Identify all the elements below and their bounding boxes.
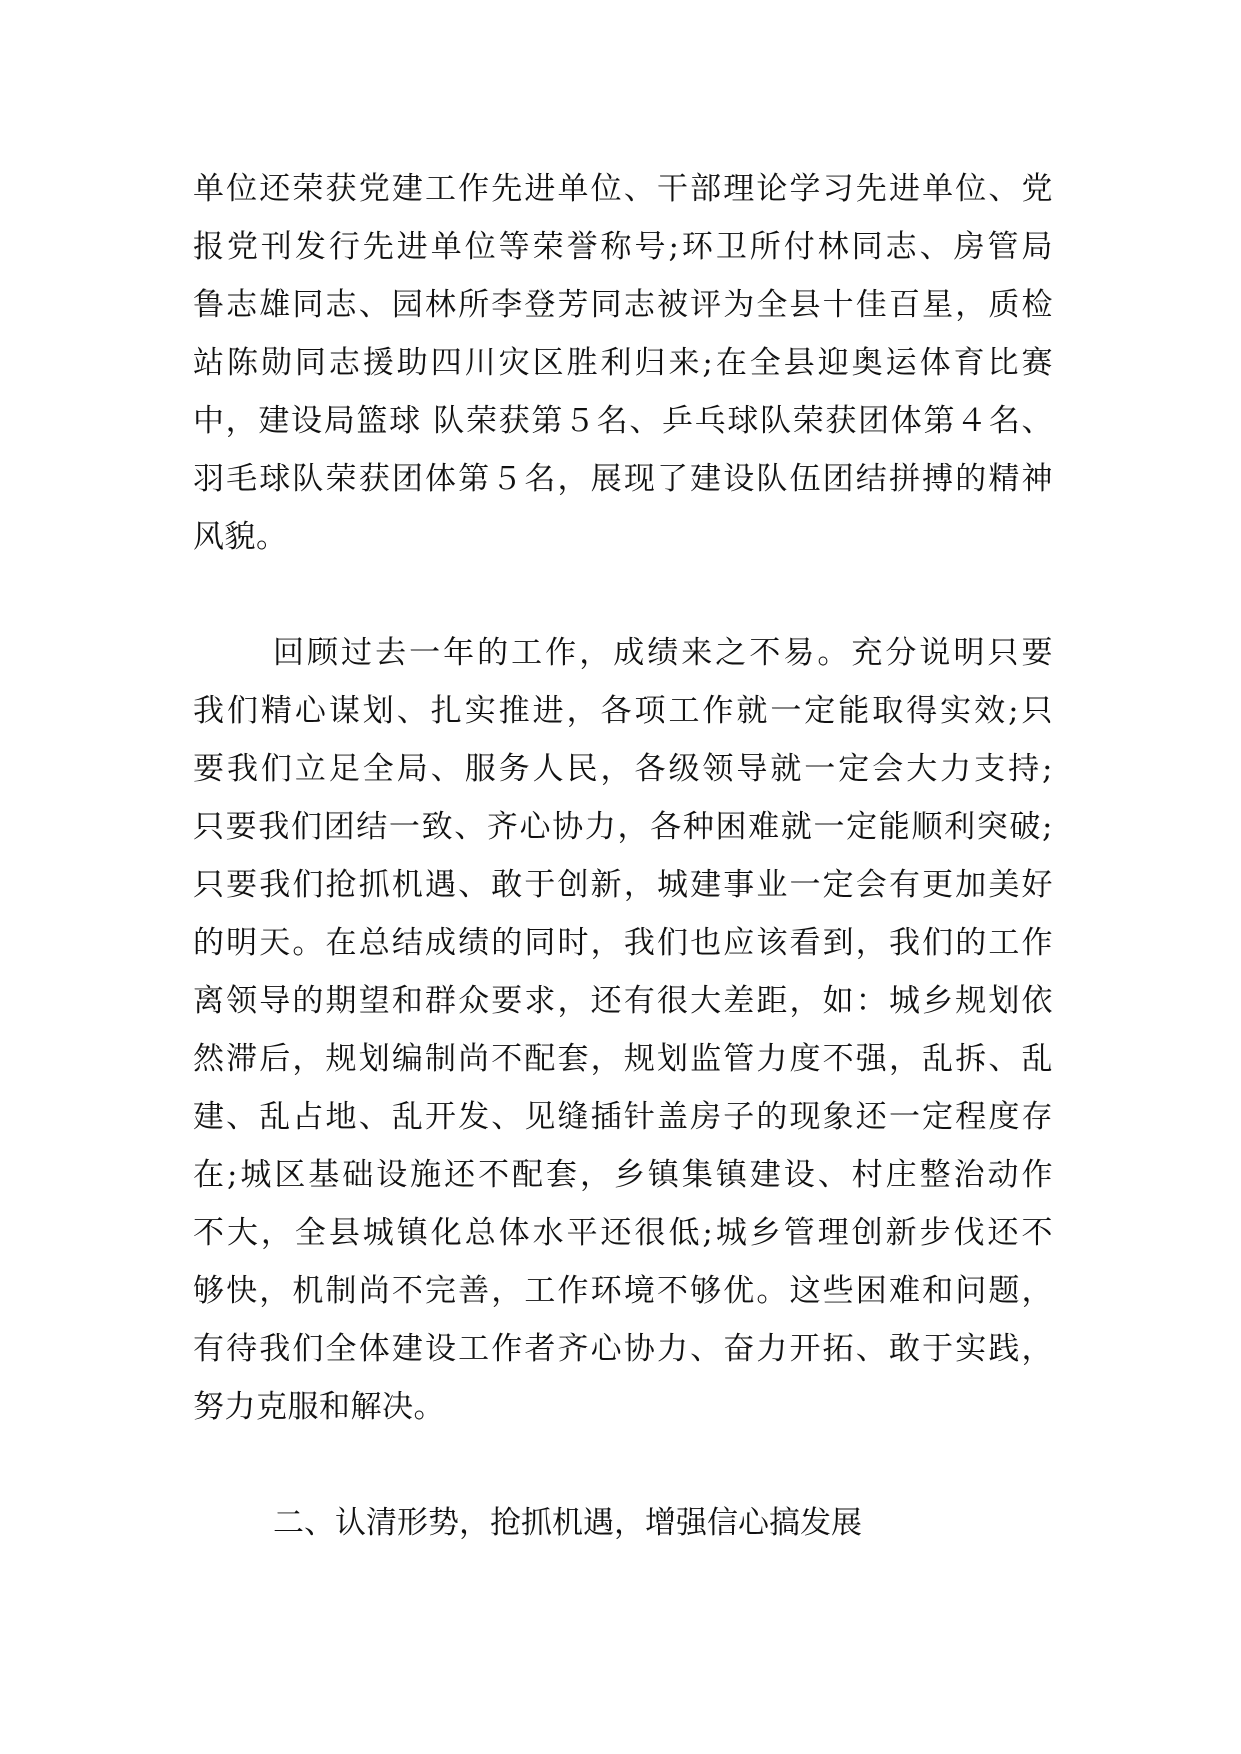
- text-line: 建、乱占地、乱开发、见缝插针盖房子的现象还一定程度存: [193, 1099, 1053, 1135]
- text-line: 风貌。: [193, 519, 288, 555]
- text-line: 然滞后，规划编制尚不配套，规划监管力度不强，乱拆、乱: [193, 1041, 1053, 1077]
- paragraph-gap: [193, 1436, 1053, 1494]
- section-heading: 二、认清形势，抢抓机遇，增强信心搞发展: [273, 1505, 862, 1541]
- text-line: 的明天。在总结成绩的同时，我们也应该看到，我们的工作: [193, 925, 1053, 961]
- text-line: 在;城区基础设施还不配套，乡镇集镇建设、村庄整治动作: [193, 1157, 1053, 1193]
- text-line: 只要我们团结一致、齐心协力，各种困难就一定能顺利突破;: [193, 809, 1053, 845]
- paragraph-1: [193, 160, 1053, 566]
- paragraph-2: [193, 624, 1053, 1436]
- text-line: 报党刊发行先进单位等荣誉称号;环卫所付林同志、房管局: [193, 229, 1053, 265]
- document-body: [193, 160, 1053, 1552]
- text-line: 离领导的期望和群众要求，还有很大差距，如：城乡规划依: [193, 983, 1053, 1019]
- text-line: 回顾过去一年的工作，成绩来之不易。充分说明只要: [273, 635, 1053, 671]
- text-line: 努力克服和解决。: [193, 1389, 445, 1425]
- text-line: 羽毛球队荣获团体第５名，展现了建设队伍团结拼搏的精神: [193, 461, 1053, 497]
- text-line: 我们精心谋划、扎实推进，各项工作就一定能取得实效;只: [193, 693, 1053, 729]
- text-line: 要我们立足全局、服务人民，各级领导就一定会大力支持;: [193, 751, 1053, 787]
- text-line: 单位还荣获党建工作先进单位、干部理论学习先进单位、党: [193, 171, 1053, 207]
- text-line: 只要我们抢抓机遇、敢于创新，城建事业一定会有更加美好: [193, 867, 1053, 903]
- text-line: 有待我们全体建设工作者齐心协力、奋力开拓、敢于实践，: [193, 1331, 1053, 1367]
- text-line: 鲁志雄同志、园林所李登芳同志被评为全县十佳百星，质检: [193, 287, 1053, 323]
- text-line: 中，建设局篮球 队荣获第５名、乒乓球队荣获团体第４名、: [193, 403, 1053, 439]
- text-line: 站陈勋同志援助四川灾区胜利归来;在全县迎奥运体育比赛: [193, 345, 1053, 381]
- text-line: 够快，机制尚不完善，工作环境不够优。这些困难和问题，: [193, 1273, 1053, 1309]
- paragraph-gap: [193, 566, 1053, 624]
- text-line: 不大，全县城镇化总体水平还很低;城乡管理创新步伐还不: [193, 1215, 1053, 1251]
